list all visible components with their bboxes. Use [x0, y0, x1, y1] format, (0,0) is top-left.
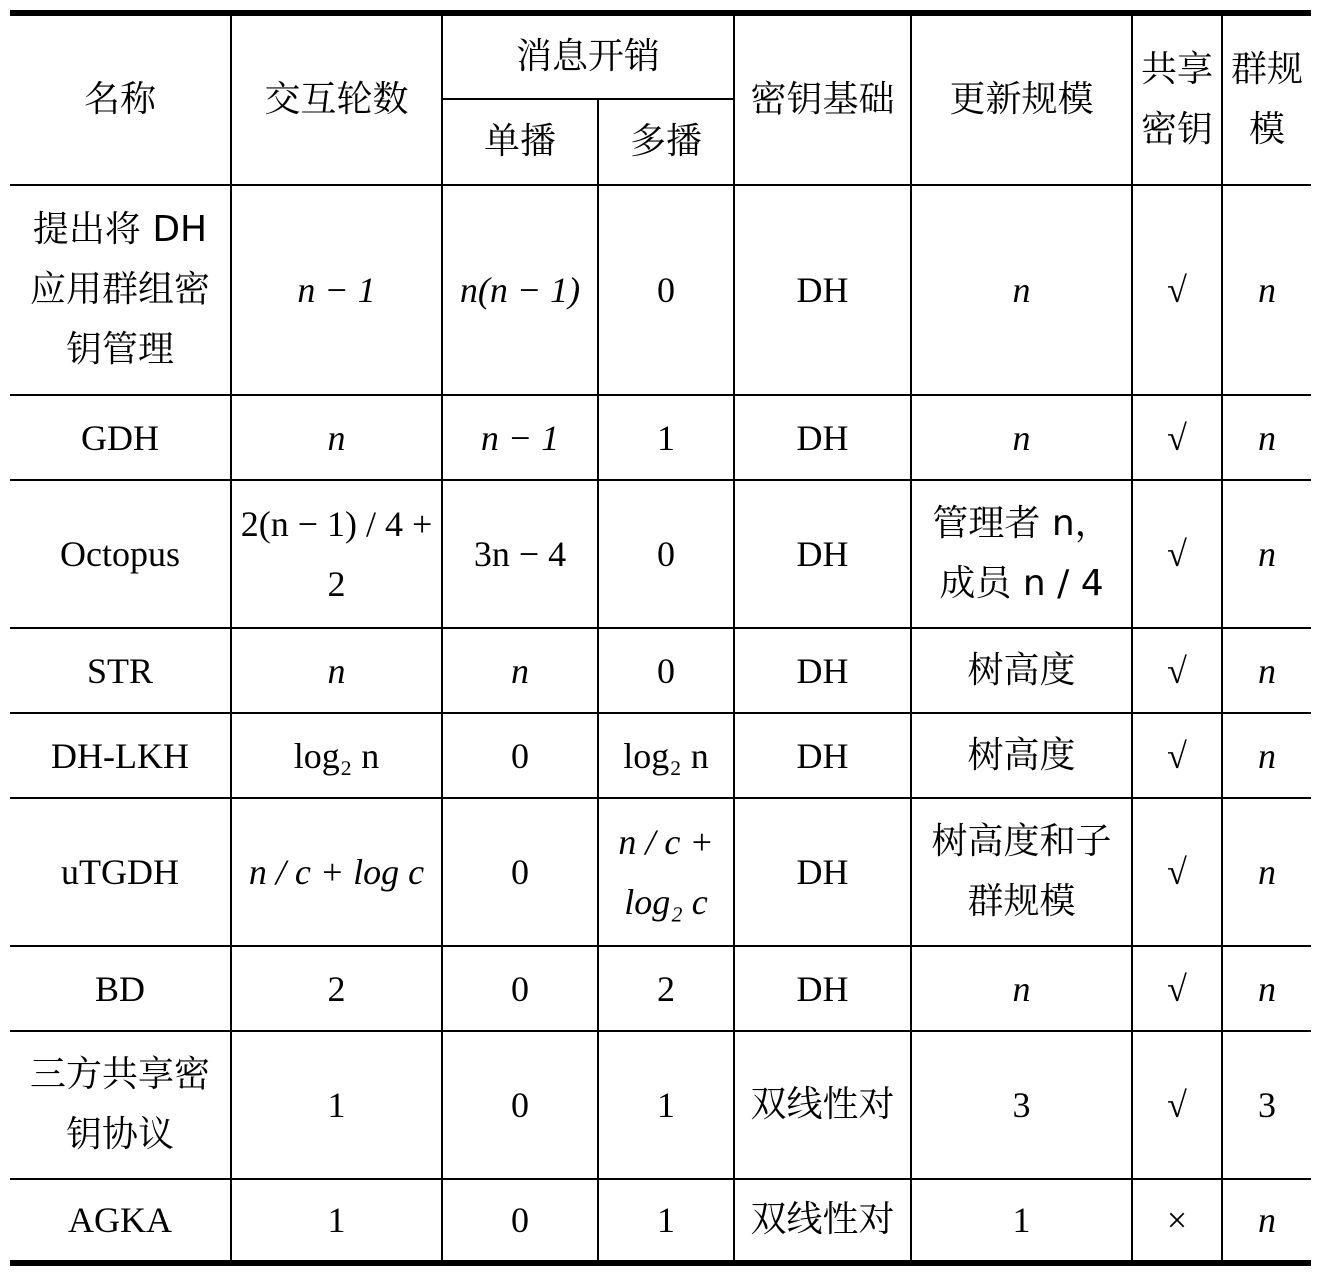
cell-rounds: n [231, 628, 442, 713]
cell-rounds: n − 1 [231, 185, 442, 395]
cell-rounds: n / c + log c [231, 798, 442, 946]
cell-group: n [1222, 713, 1311, 798]
cell-multicast: 0 [598, 628, 734, 713]
header-update-scale: 更新规模 [911, 13, 1132, 185]
header-shared-key: 共享密钥 [1132, 13, 1222, 185]
cell-multicast: 2 [598, 946, 734, 1031]
comparison-table [10, 10, 1311, 1266]
cell-rounds: n [231, 395, 442, 480]
cell-name: Octopus [10, 480, 231, 628]
cell-shared: √ [1132, 946, 1222, 1031]
header-multicast: 多播 [598, 99, 734, 185]
cell-group: 3 [1222, 1031, 1311, 1179]
header-key-basis: 密钥基础 [734, 13, 911, 185]
cell-shared: √ [1132, 628, 1222, 713]
cell-multicast: 1 [598, 1031, 734, 1179]
cell-unicast: n(n − 1) [442, 185, 598, 395]
cell-multicast: 1 [598, 395, 734, 480]
cell-unicast: 0 [442, 1179, 598, 1263]
table-row [10, 798, 1311, 946]
cell-shared: √ [1132, 395, 1222, 480]
cell-update: 树高度 [911, 713, 1132, 798]
cell-group: n [1222, 798, 1311, 946]
cell-multicast: log₂ n [598, 713, 734, 798]
cell-rounds: 2 [231, 946, 442, 1031]
cell-group: n [1222, 1179, 1311, 1263]
cell-key-basis: DH [734, 798, 911, 946]
cell-key-basis: 双线性对 [734, 1179, 911, 1263]
table-row [10, 1031, 1311, 1179]
cell-unicast: 0 [442, 1031, 598, 1179]
cell-key-basis: DH [734, 395, 911, 480]
cell-unicast: 0 [442, 798, 598, 946]
table-row [10, 628, 1311, 713]
cell-update: n [911, 946, 1132, 1031]
cell-rounds: 1 [231, 1179, 442, 1263]
cell-key-basis: DH [734, 713, 911, 798]
cell-name: 提出将 DH 应用群组密钥管理 [10, 185, 231, 395]
cell-unicast: 0 [442, 713, 598, 798]
cell-unicast: n [442, 628, 598, 713]
cell-shared: √ [1132, 1031, 1222, 1179]
table-row [10, 185, 1311, 395]
cell-group: n [1222, 480, 1311, 628]
cell-shared: √ [1132, 480, 1222, 628]
table-row [10, 480, 1311, 628]
cell-name: GDH [10, 395, 231, 480]
cell-rounds: 1 [231, 1031, 442, 1179]
cell-multicast: 1 [598, 1179, 734, 1263]
cell-name: DH-LKH [10, 713, 231, 798]
cell-key-basis: DH [734, 628, 911, 713]
cell-name: AGKA [10, 1179, 231, 1263]
cell-rounds: 2(n − 1) / 4 + 2 [231, 480, 442, 628]
cell-shared: × [1132, 1179, 1222, 1263]
cell-key-basis: DH [734, 480, 911, 628]
cell-shared: √ [1132, 713, 1222, 798]
cell-name: STR [10, 628, 231, 713]
header-rounds: 交互轮数 [231, 13, 442, 185]
cell-update: n [911, 185, 1132, 395]
cell-name: 三方共享密钥协议 [10, 1031, 231, 1179]
cell-shared: √ [1132, 185, 1222, 395]
header-group-scale: 群规模 [1222, 13, 1311, 185]
cell-update: 管理者 n，成员 n / 4 [911, 480, 1132, 628]
cell-update: 1 [911, 1179, 1132, 1263]
header-unicast: 单播 [442, 99, 598, 185]
cell-update: 树高度和子群规模 [911, 798, 1132, 946]
header-name: 名称 [10, 13, 231, 185]
table-row [10, 946, 1311, 1031]
cell-group: n [1222, 395, 1311, 480]
cell-shared: √ [1132, 798, 1222, 946]
cell-key-basis: DH [734, 185, 911, 395]
cell-unicast: 3n − 4 [442, 480, 598, 628]
cell-rounds: log₂ n [231, 713, 442, 798]
cell-multicast: 0 [598, 185, 734, 395]
cell-update: n [911, 395, 1132, 480]
cell-name: BD [10, 946, 231, 1031]
cell-update: 3 [911, 1031, 1132, 1179]
cell-group: n [1222, 185, 1311, 395]
table-row [10, 1179, 1311, 1263]
table-row [10, 395, 1311, 480]
cell-multicast: 0 [598, 480, 734, 628]
cell-multicast: n / c + log₂ c [598, 798, 734, 946]
header-message-overhead: 消息开销 [442, 13, 734, 99]
cell-update: 树高度 [911, 628, 1132, 713]
table-row [10, 713, 1311, 798]
cell-unicast: 0 [442, 946, 598, 1031]
cell-unicast: n − 1 [442, 395, 598, 480]
cell-key-basis: DH [734, 946, 911, 1031]
cell-key-basis: 双线性对 [734, 1031, 911, 1179]
cell-group: n [1222, 628, 1311, 713]
cell-group: n [1222, 946, 1311, 1031]
cell-name: uTGDH [10, 798, 231, 946]
